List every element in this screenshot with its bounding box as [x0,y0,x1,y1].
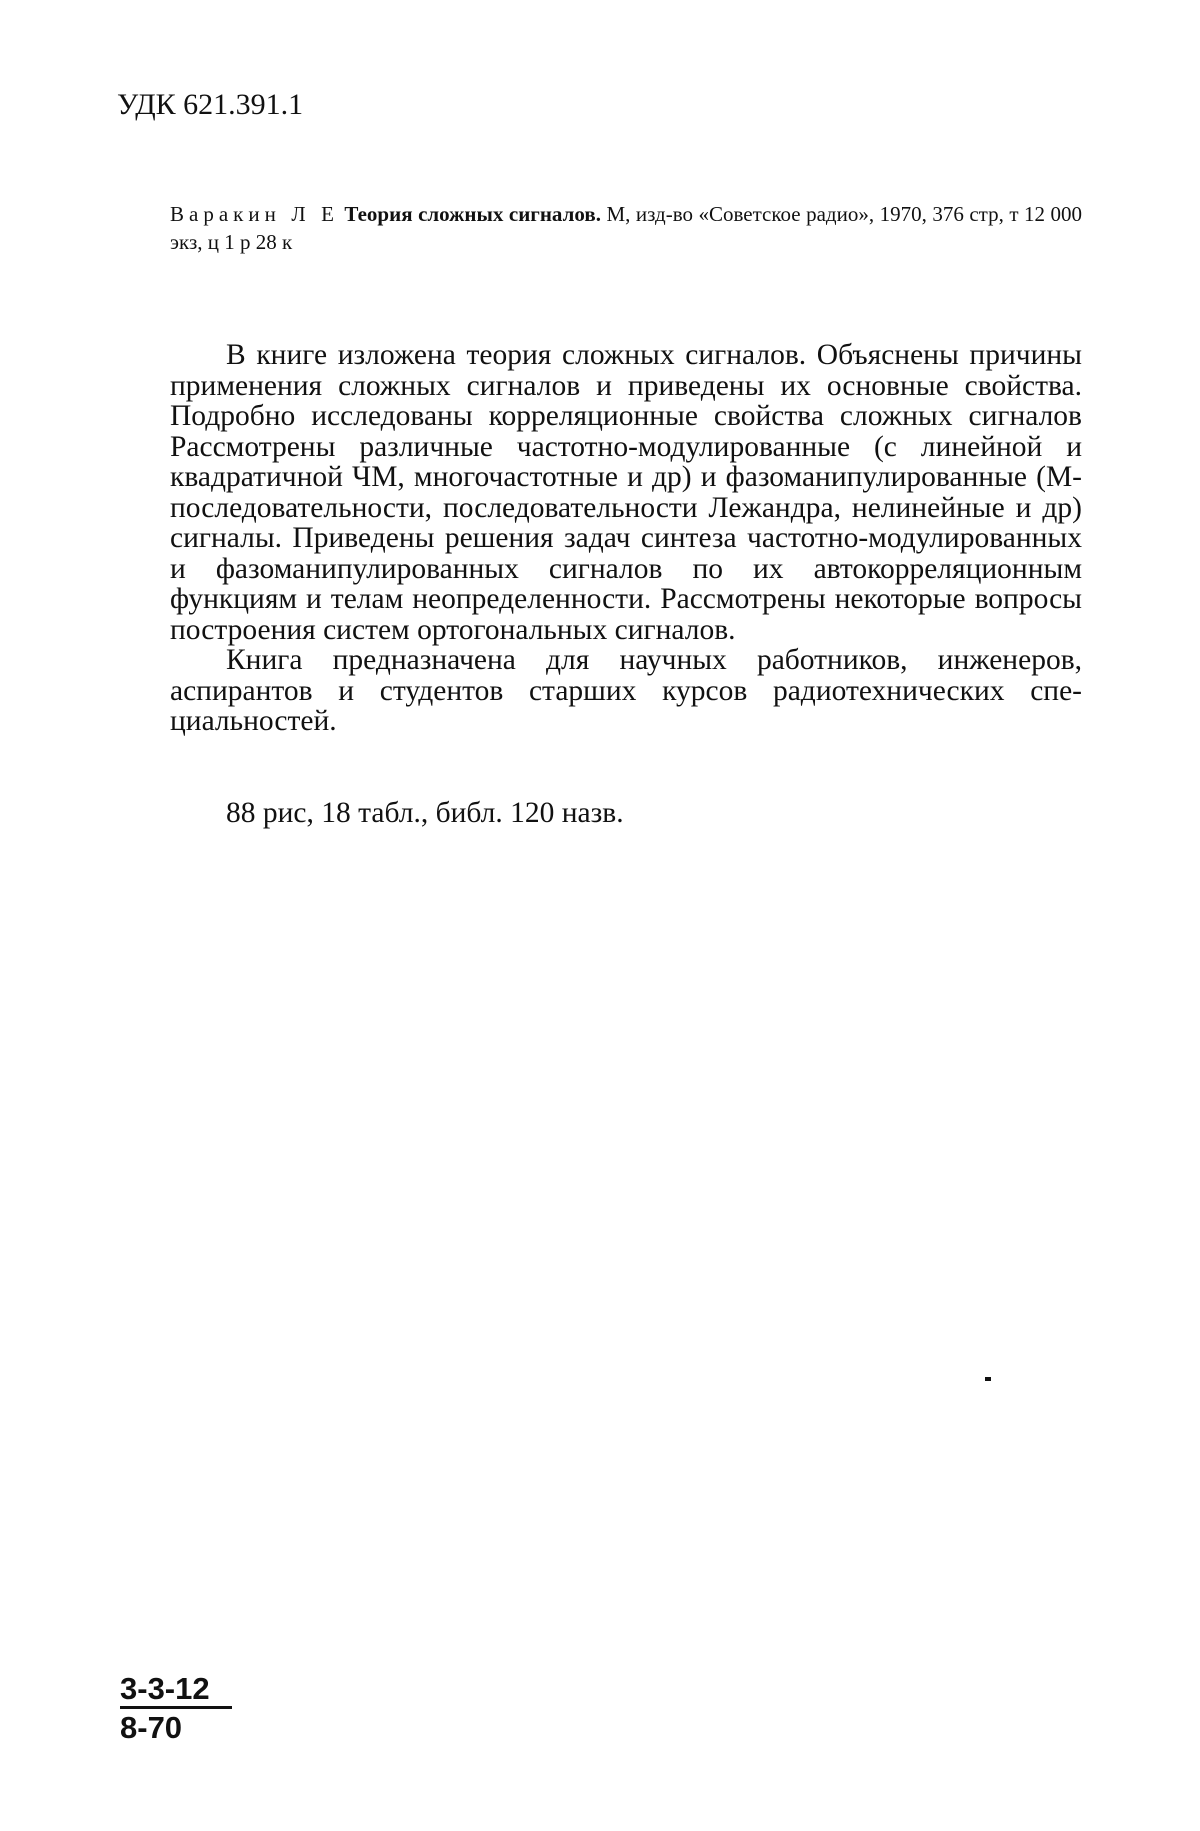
bibliographic-record [170,200,1082,256]
abstract [170,340,1082,737]
author-name: Варакин Л Е [170,202,339,226]
book-statistics: 88 рис, 18 табл., библ. 120 назв. [226,797,624,829]
book-title: Теория сложных сигналов. [344,202,601,226]
index-code-fraction [120,1672,232,1745]
publication-details: М, изд-во «Советское радио», 1970, 376 стр, т 12 000 экз, ц 1 р 28 к [170,202,1082,254]
index-code-denominator: 8-70 [120,1710,183,1745]
abstract-paragraph-2: Книга предназначена для научных работников, инженеров, аспирантов и студентов старших курсов радиотехнических специальностей. [170,644,1082,737]
abstract-paragraph-1: В книге изложена теория сложных сигналов. Объяснены причины применения сложных сигналов и приведены их основные свойства. Подробно исследованы корреляционные свойства сложных сигналов Рассмотрены различные частотно-модулированные (с линейной и квадратичной ЧМ, многочастотные и др) и фазоманипулированные (М-последовательности, последовательности Лежандра, нелинейные и др) сигналы. Приведены решения задач синтеза частотно-модулированных и фазоманипулированных сигналов по их автокорреляционным функциям и телам неопределенности. Рассмотрены некоторые вопросы построения систем ортогональных сигналов. [170,339,1082,646]
print-dot [985,1377,991,1381]
index-code-numerator: 3-3-12 [120,1672,232,1709]
udk-code: УДК 621.391.1 [117,88,304,121]
